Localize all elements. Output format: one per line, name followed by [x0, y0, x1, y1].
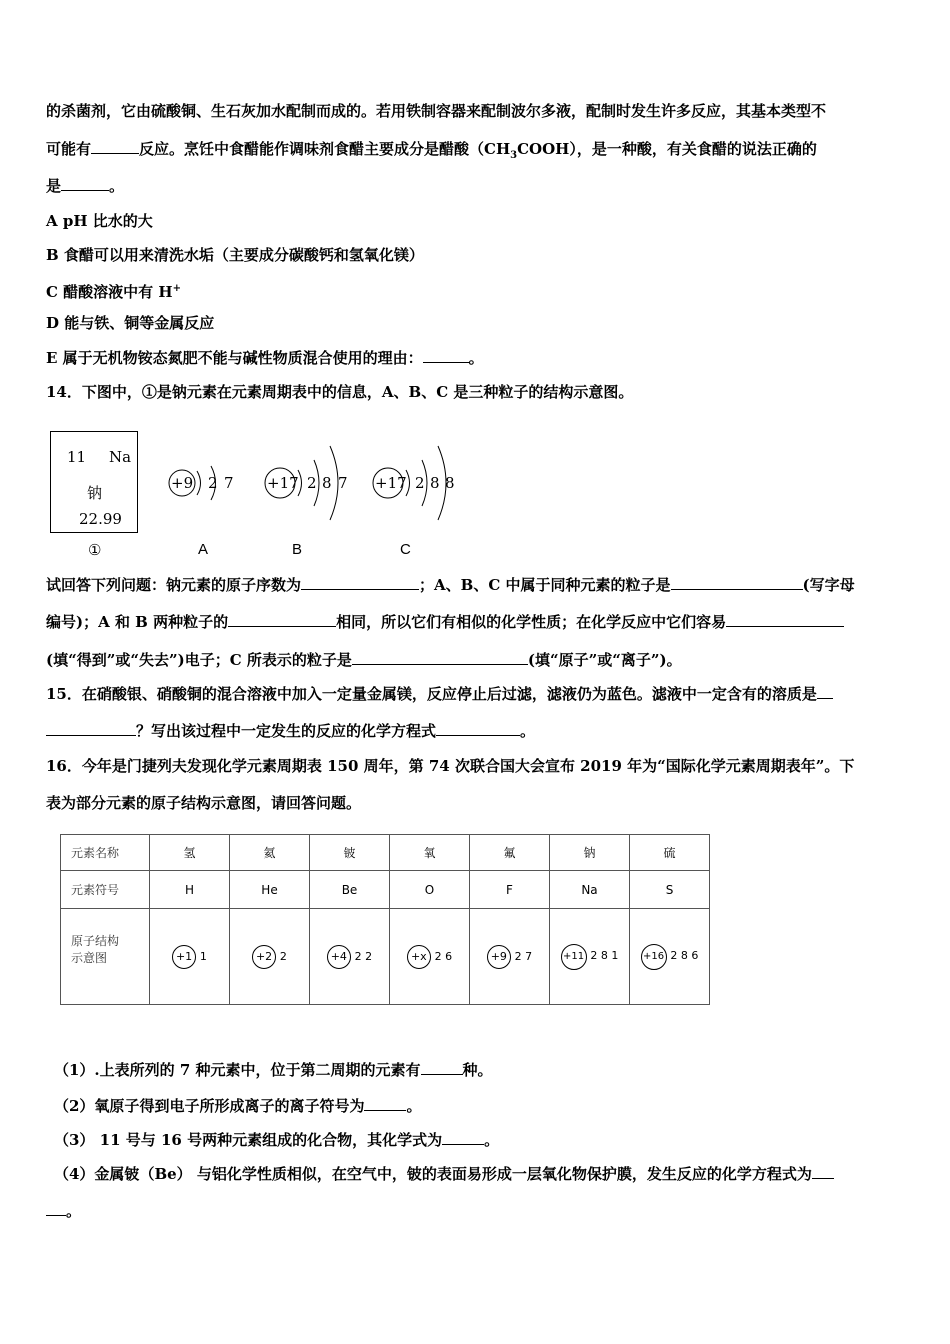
shells-s: 2 8 6 [670, 948, 699, 962]
atom-c-shell1: 2 [415, 474, 425, 492]
q16-sub4-a: （4）金属铍（Be） 与铝化学性质相似，在空气中，铍的表面易形成一层氧化物保护膜，发生反应的化学方程式为 [54, 1165, 812, 1183]
element-table [60, 834, 710, 1005]
atom-c-shell2: 8 [430, 474, 440, 492]
answer-blank-solute[interactable] [46, 721, 136, 736]
answer-blank-same-element[interactable] [671, 575, 803, 590]
option-b: B 食醋可以用来清洗水垢（主要成分碳酸钙和氢氧化镁） [46, 246, 424, 264]
cell-diagram-na [550, 909, 630, 1005]
q14-line3-b: (填“原子”或“离子”)。 [527, 651, 682, 669]
cell-name-be: 铍 [310, 835, 390, 871]
answer-blank-reason[interactable] [423, 348, 469, 363]
p13-line2-c: COOH），是一种酸，有关食醋的说法正确的 [517, 140, 817, 158]
q16-line2: 表为部分元素的原子结构示意图，请回答问题。 [46, 794, 362, 812]
cell-name-o: 氧 [390, 835, 470, 871]
cell-symbol-o: O [390, 871, 470, 909]
tile-symbol: Na [109, 448, 132, 466]
q14-line2 [46, 612, 844, 632]
q14-line1-c: (写字母 [802, 576, 855, 594]
q16-line1: 16．今年是门捷列夫发现化学元素周期表 150 周年，第 74 次联合国大会宣布 2019 年为“国际化学元素周期表年”。下 [46, 757, 855, 775]
cell-name-he: 氦 [230, 835, 310, 871]
option-e-text: E 属于无机物铵态氮肥不能与碱性物质混合使用的理由： [46, 349, 423, 367]
answer-blank-be-equation[interactable] [812, 1164, 834, 1179]
q16-sub2 [54, 1095, 421, 1116]
q14-line1-b: ；A、B、C 中属于同种元素的粒子是 [419, 576, 671, 594]
q15-line2-a: ？写出该过程中一定发生的反应的化学方程式 [136, 722, 437, 740]
answer-blank-similarity[interactable] [228, 612, 336, 627]
q14-line3 [46, 650, 682, 670]
answer-blank-formula[interactable] [442, 1130, 484, 1145]
atom-a-label: A [198, 541, 209, 558]
cell-diagram-he [230, 909, 310, 1005]
nucleus-na: +11 [561, 944, 587, 970]
q16-sub4 [54, 1163, 834, 1184]
option-e-end: 。 [468, 349, 484, 367]
q16-sub3-a: （3） 11 号与 16 号两种元素组成的化合物，其化学式为 [54, 1131, 443, 1149]
q14-stem: 14．下图中，①是钠元素在元素周期表中的信息，A、B、C 是三种粒子的结构示意图。 [46, 383, 634, 401]
answer-blank-ion-symbol[interactable] [364, 1096, 406, 1111]
table-row-names [61, 835, 710, 871]
option-c-sup: + [172, 283, 181, 294]
p13-line2-a: 可能有 [46, 140, 92, 158]
cell-name-s: 硫 [630, 835, 710, 871]
option-c-text: C 醋酸溶液中有 H [46, 283, 173, 301]
atom-b-nucleus: +17 [267, 474, 299, 492]
q14-line3-a: (填“得到”或“失去”)电子；C 所表示的粒子是 [46, 651, 352, 669]
answer-blank-solute-start[interactable] [817, 684, 833, 699]
p13-line1: 的杀菌剂，它由硫酸铜、生石灰加水配制而成的。若用铁制容器来配制波尔多液，配制时发生许多反应，其基本类型不 [46, 102, 827, 120]
cell-diagram-f [470, 909, 550, 1005]
shells-o: 2 6 [434, 949, 453, 963]
p13-line2 [46, 139, 817, 166]
atom-c-label: C [400, 541, 411, 558]
option-c [46, 279, 181, 302]
periodic-tile-sodium [50, 431, 138, 533]
cell-name-h: 氢 [150, 835, 230, 871]
cell-symbol-he: He [230, 871, 310, 909]
cell-diagram-be [310, 909, 390, 1005]
cell-diagram-o [390, 909, 470, 1005]
atom-b-label: B [292, 541, 303, 558]
p13-line3-a: 是 [46, 177, 62, 195]
option-d: D 能与铁、铜等金属反应 [46, 314, 215, 332]
nucleus-o: +x [407, 945, 431, 969]
cell-symbol-s: S [630, 871, 710, 909]
q16-sub4-cont [46, 1200, 81, 1221]
q16-sub1-a: （1）.上表所列的 7 种元素中，位于第二周期的元素有 [54, 1061, 421, 1079]
tile-label: ① [88, 542, 102, 559]
nucleus-h: +1 [172, 945, 196, 969]
table-row-diagrams [61, 909, 710, 1005]
q14-line2-a: 编号)；A 和 B 两种粒子的 [46, 613, 229, 631]
cell-name-na: 钠 [550, 835, 630, 871]
answer-blank-period2-count[interactable] [421, 1060, 463, 1075]
atom-a-shell2: 7 [224, 474, 234, 492]
answer-blank-gain-lose[interactable] [726, 612, 844, 627]
shells-h: 1 [199, 949, 207, 963]
answer-blank-vinegar[interactable] [61, 176, 109, 191]
row-header-diagram-l2: 示意图 [71, 951, 108, 965]
cell-name-f: 氟 [470, 835, 550, 871]
option-e [46, 348, 484, 368]
cell-diagram-h [150, 909, 230, 1005]
row-header-name: 元素名称 [61, 835, 150, 871]
q14-figure [46, 424, 466, 564]
p13-line2-b: 反应。烹饪中食醋能作调味剂食醋主要成分是醋酸（CH [139, 140, 511, 158]
p13-line3 [46, 176, 124, 196]
q16-sub2-b: 。 [406, 1097, 422, 1115]
q15-line2 [46, 721, 535, 741]
shells-f: 2 7 [514, 949, 533, 963]
nucleus-be: +4 [327, 945, 351, 969]
answer-blank-equation[interactable] [436, 721, 520, 736]
nucleus-s: +16 [641, 944, 667, 970]
option-a: A pH 比水的大 [46, 212, 153, 230]
row-header-diagram-l1: 原子结构 [71, 934, 120, 948]
atom-a-shell1: 2 [208, 474, 218, 492]
q16-sub2-a: （2）氧原子得到电子所形成离子的离子符号为 [54, 1097, 365, 1115]
answer-blank-be-equation-cont[interactable] [46, 1201, 66, 1216]
shells-na: 2 8 1 [590, 948, 619, 962]
atom-b-shell1: 2 [307, 474, 317, 492]
q16-sub3-b: 。 [484, 1131, 500, 1149]
q16-sub4-b: 。 [66, 1202, 82, 1220]
cell-symbol-be: Be [310, 871, 390, 909]
atom-b-shell3: 7 [338, 474, 348, 492]
table-row-symbols [61, 871, 710, 909]
p13-subscript: 3 [510, 150, 518, 161]
atom-a-nucleus: +9 [171, 474, 194, 492]
answer-blank-atomic-number[interactable] [301, 575, 419, 590]
row-header-symbol: 元素符号 [61, 871, 150, 909]
atom-c-shell3: 8 [445, 474, 455, 492]
cell-symbol-f: F [470, 871, 550, 909]
cell-diagram-s [630, 909, 710, 1005]
q15-line1-text: 15．在硝酸银、硝酸铜的混合溶液中加入一定量金属镁，反应停止后过滤，滤液仍为蓝色。滤液中一定含有的溶质是 [46, 685, 817, 703]
tile-atomic-number: 11 [67, 448, 87, 466]
row-header-diagram [61, 909, 150, 1005]
nucleus-he: +2 [252, 945, 276, 969]
shells-he: 2 [279, 949, 287, 963]
tile-mass: 22.99 [79, 510, 122, 528]
shells-be: 2 2 [354, 949, 373, 963]
p13-line3-b: 。 [109, 177, 125, 195]
nucleus-f: +9 [487, 945, 511, 969]
q15-line1 [46, 684, 833, 704]
atom-c-nucleus: +17 [375, 474, 407, 492]
cell-symbol-h: H [150, 871, 230, 909]
q16-sub1 [54, 1059, 493, 1080]
answer-blank-atom-ion[interactable] [352, 650, 528, 665]
q14-line1-a: 试回答下列问题：钠元素的原子序数为 [46, 576, 302, 594]
cell-symbol-na: Na [550, 871, 630, 909]
q14-line1 [46, 575, 855, 595]
atom-b-shell2: 8 [322, 474, 332, 492]
q15-line2-b: 。 [520, 722, 536, 740]
tile-name: 钠 [87, 484, 103, 502]
q16-sub3 [54, 1129, 499, 1150]
q14-line2-b: 相同，所以它们有相似的化学性质；在化学反应中它们容易 [336, 613, 727, 631]
q16-sub1-b: 种。 [462, 1061, 493, 1079]
answer-blank-reaction-type[interactable] [91, 139, 139, 154]
